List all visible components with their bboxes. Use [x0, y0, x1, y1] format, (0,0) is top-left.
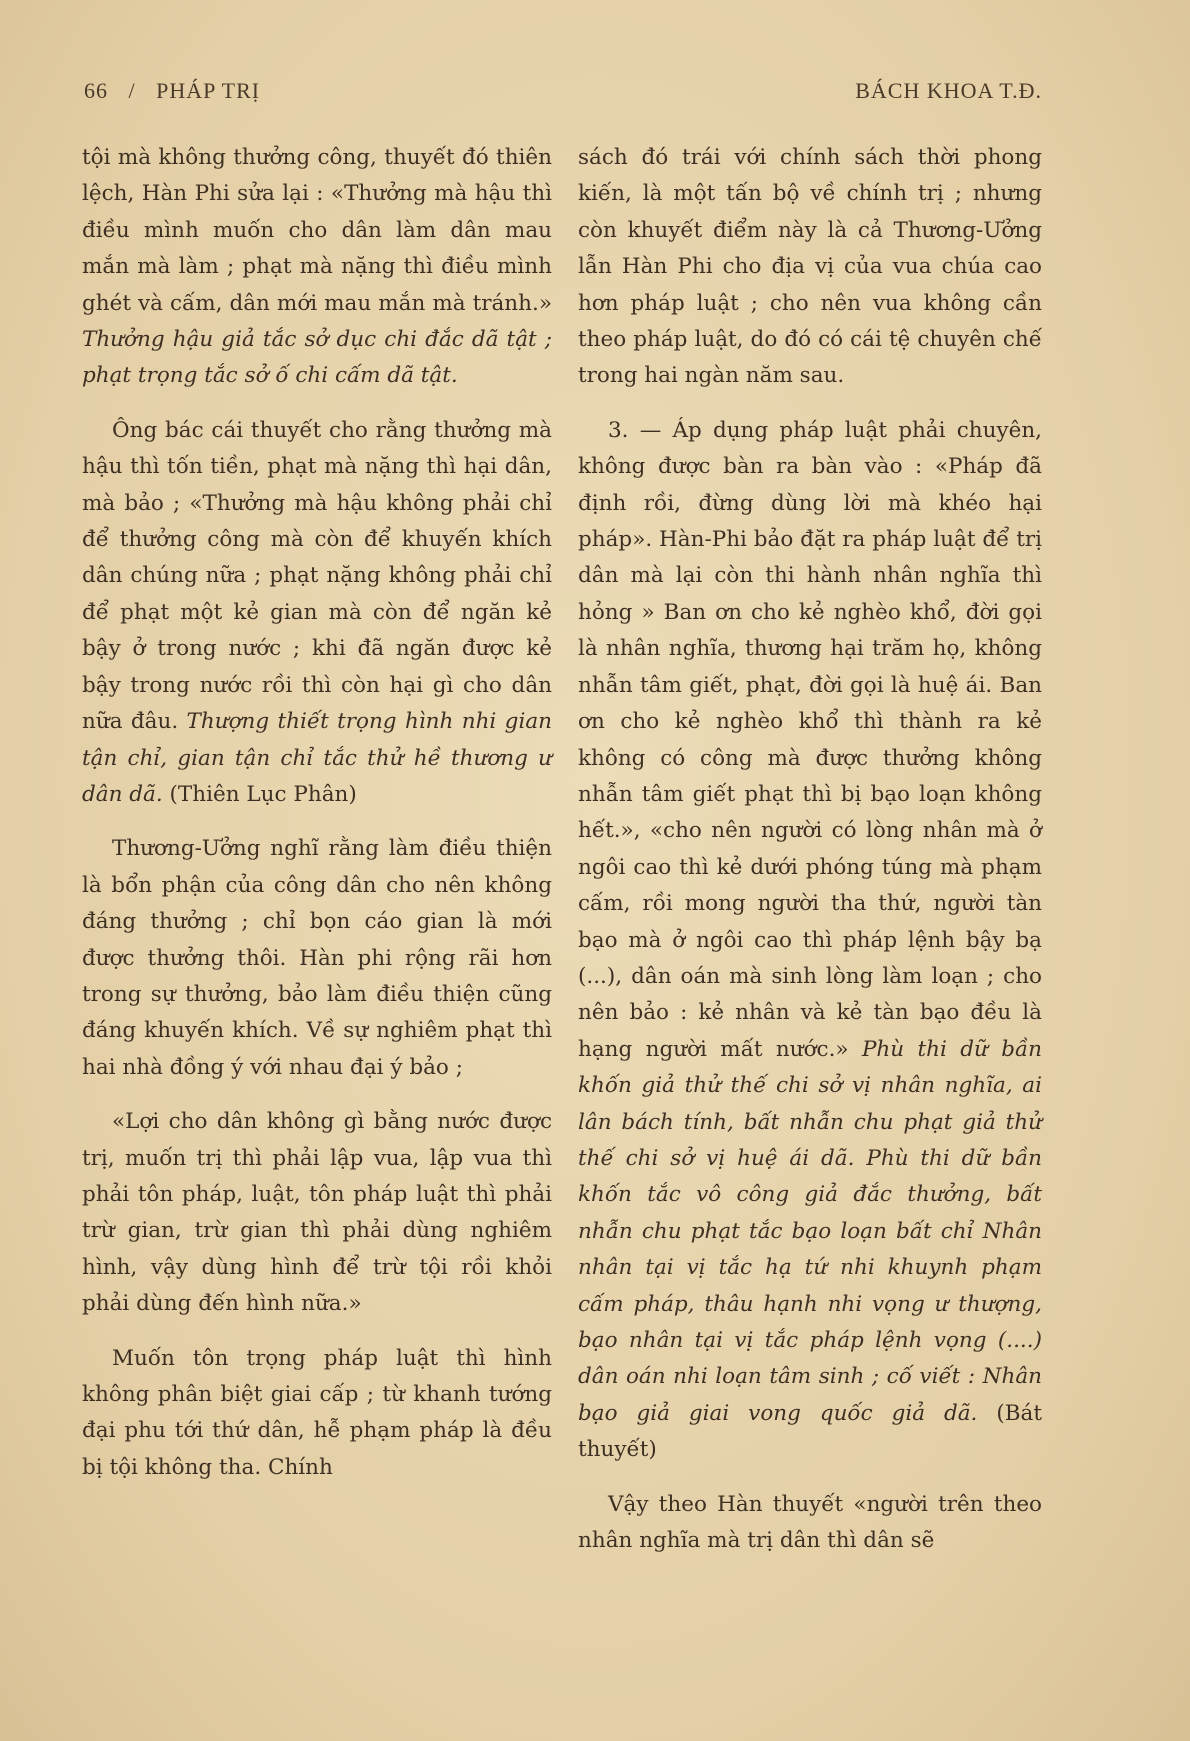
paragraph-source: (Thiên Lục Phân): [162, 781, 357, 807]
page-header: [84, 78, 1042, 118]
paragraph-text: Muốn tôn trọng pháp luật thì hình không phân biệt giai cấp ; từ khanh tướng đại phu tới thứ dân, hễ phạm pháp là đều bị tội không tha. Chính: [82, 1345, 552, 1480]
section-title: PHÁP TRỊ: [156, 78, 261, 103]
paragraph-quote-italic: Thưởng hậu giả tắc sở dục chi đắc dã tật ; phạt trọng tắc sở ố chi cấm dã tật.: [82, 327, 552, 389]
header-left: [84, 78, 274, 104]
journal-title: BÁCH KHOA T.Đ.: [855, 78, 1042, 103]
paragraph: [82, 140, 552, 395]
paragraph-text: sách đó trái với chính sách thời phong kiến, là một tấn bộ về chính trị ; nhưng còn khuyết điểm này là cả Thương-Ưởng lẫn Hàn Phi cho địa vị của vua chúa cao hơn pháp luật ; cho nên vua không cần theo pháp luật, do đó có cái tệ chuyên chế trong hai ngàn năm sau.: [578, 145, 1042, 389]
paragraph-quote-italic: Phù thi dữ bần khốn giả thử thế chi sở vị nhân nghĩa, ai lân bách tính, bất nhẫn chu phạt giả thử thế chi sở vị huệ ái dã. Phù thi dữ bần khốn tắc vô công giả đắc thưởng, bất nhẫn chu phạt tắc bạo loạn bất chỉ Nhân nhân tại vị tắc hạ tứ nhi khuynh phạm cấm pháp, thâu hạnh nhi vọng ư thượng, bạo nhân tại vị tắc pháp lệnh vọng (....) dân oán nhi loạn tâm sinh ; cố viết : Nhân bạo giả giai vong quốc giả dã.: [578, 1036, 1042, 1426]
left-column: [82, 140, 552, 1504]
paragraph-source: (Bát thuyết): [578, 1400, 1043, 1463]
paragraph: [82, 413, 552, 813]
paragraph: [82, 1341, 552, 1487]
right-column: [578, 140, 1042, 1577]
paragraph: [578, 1487, 1042, 1560]
paragraph: [82, 831, 552, 1086]
paragraph-text: Vậy theo Hàn thuyết «người trên theo nhân nghĩa mà trị dân thì dân sẽ: [578, 1491, 1042, 1554]
paragraph: [578, 413, 1042, 1469]
paragraph: [578, 140, 1042, 395]
paragraph-text: 3. — Áp dụng pháp luật phải chuyên, không được bàn ra bàn vào : «Pháp đã định rồi, đừng dùng lời mà khéo hại pháp». Hàn-Phi bảo đặt ra pháp luật để trị dân mà lại còn thi hành nhân nghĩa thì hỏng » Ban ơn cho kẻ nghèo khổ, đời gọi là nhân nghĩa, thương hại trăm họ, không nhẫn tâm giết, phạt, đời gọi là huệ ái. Ban ơn cho kẻ nghèo khổ thì thành ra kẻ không có công mà được thưởng không nhẫn tâm giết phạt thì bị bạo loạn không hết.», «cho nên người có lòng nhân mà ở ngôi cao thì kẻ dưới phóng túng mà phạm cấm, rồi mong người tha thứ, người tàn bạo mà ở ngôi cao thì pháp lệnh bậy bạ (...), dân oán mà sinh lòng làm loạn ; cho nên bảo : kẻ nhân và kẻ tàn bạo đều là hạng người mất nước.»: [578, 417, 1042, 1062]
paragraph: [82, 1104, 552, 1322]
paragraph-text: Thương-Ưởng nghĩ rằng làm điều thiện là bổn phận của công dân cho nên không đáng thưởng ; chỉ bọn cáo gian là mới được thưởng thôi. Hàn phi rộng rãi hơn trong sự thưởng, bảo làm điều thiện cũng đáng khuyến khích. Về sự nghiêm phạt thì hai nhà đồng ý với nhau đại ý bảo ;: [82, 836, 552, 1080]
page-number: 66: [84, 78, 108, 103]
header-separator: /: [128, 78, 136, 103]
paragraph-quote-italic: Thượng thiết trọng hình nhi gian tận chỉ, gian tận chỉ tắc thử hề thương ư dân dã.: [82, 709, 552, 807]
paragraph-text: tội mà không thưởng công, thuyết đó thiên lệch, Hàn Phi sửa lại : «Thưởng mà hậu thì điều mình muốn cho dân làm dân mau mắn mà làm ; phạt mà nặng thì điều mình ghét và cấm, dân mới mau mắn mà tránh.»: [82, 145, 552, 316]
paragraph-text: Ông bác cái thuyết cho rằng thưởng mà hậu thì tốn tiền, phạt mà nặng thì hại dân, mà bảo ; «Thưởng mà hậu không phải chỉ để thưởng công mà còn để khuyến khích dân chúng nữa ; phạt nặng không phải chỉ để phạt một kẻ gian mà còn để ngăn kẻ bậy ở trong nước ; khi đã ngăn được kẻ bậy trong nước rồi thì còn hại gì cho dân nữa đâu.: [82, 417, 552, 735]
paragraph-text: «Lợi cho dân không gì bằng nước được trị, muốn trị thì phải lập vua, lập vua thì phải tôn pháp, luật, tôn pháp luật thì phải trừ gian, trừ gian thì phải dùng nghiêm hình, vậy dùng hình để trừ tội rồi khỏi phải dùng đến hình nữa.»: [82, 1109, 552, 1317]
